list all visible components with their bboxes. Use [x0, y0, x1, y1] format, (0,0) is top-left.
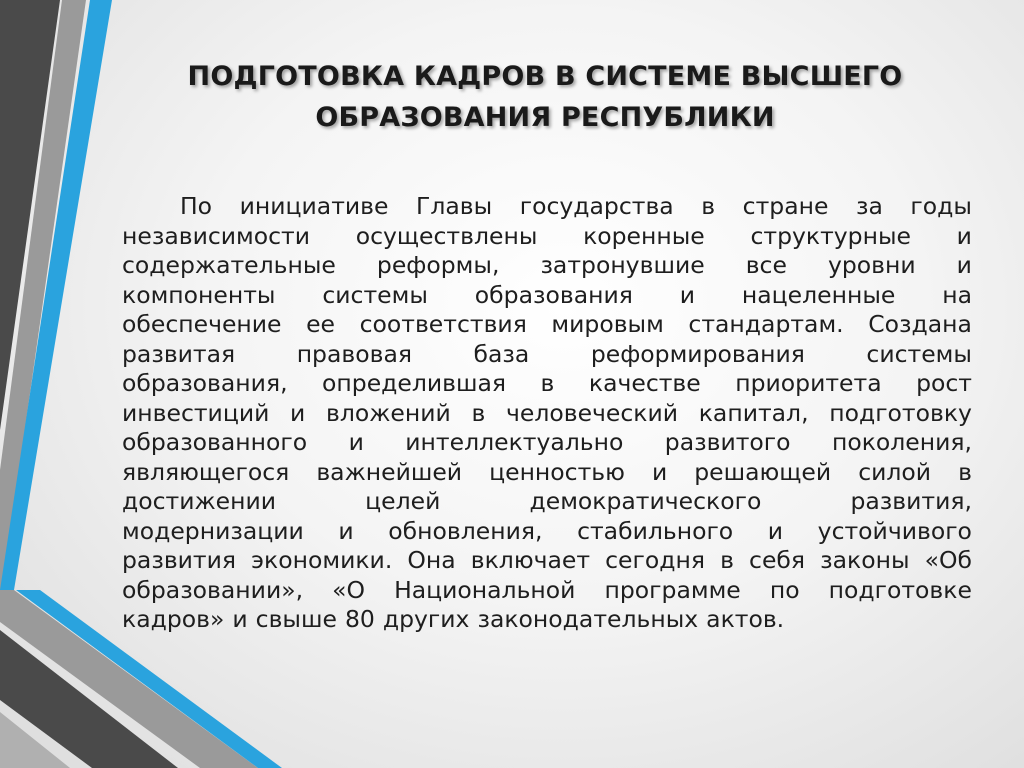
paragraph-word: рост — [916, 369, 972, 397]
paragraph-word: Она — [407, 546, 456, 574]
paragraph-word: уровни — [827, 251, 916, 279]
paragraph-word: образования — [474, 280, 633, 309]
paragraph-word: развития, — [850, 487, 972, 515]
paragraph-word: правовая — [296, 339, 412, 368]
paragraph-word: реформы, — [376, 251, 500, 279]
paragraph-word: модернизации — [122, 516, 304, 545]
paragraph-word: нацеленные — [741, 280, 896, 309]
paragraph-word: обновления, — [388, 516, 543, 545]
paragraph-word: коренные — [583, 221, 705, 250]
paragraph-word: Главы — [416, 192, 493, 220]
paragraph-word: в — [701, 192, 716, 220]
paragraph-word: обеспечение — [122, 310, 282, 338]
paragraph-word: сегодня — [605, 546, 705, 574]
paragraph-word: По — [180, 192, 213, 220]
paragraph-word: и — [956, 251, 972, 279]
paragraph-word: в — [540, 369, 555, 397]
paragraph-word: законодательных — [477, 605, 699, 633]
paragraph-word: «Об — [924, 546, 972, 574]
paragraph-line — [122, 192, 972, 222]
paragraph-line — [122, 517, 972, 547]
paragraph-word: других — [382, 605, 470, 633]
paragraph-word: определившая — [322, 369, 507, 397]
paragraph-word: подготовке — [828, 575, 972, 604]
paragraph-word: Национальной — [394, 575, 576, 604]
paragraph-word: стандартам. — [688, 310, 844, 338]
paragraph-word: «О — [332, 575, 366, 604]
paragraph-word: государства — [519, 192, 674, 220]
paragraph-word: в — [720, 546, 734, 574]
paragraph-word: системы — [866, 339, 972, 368]
paragraph-word: системы — [322, 280, 428, 309]
paragraph-word: стабильного — [577, 516, 734, 545]
paragraph-word: и — [956, 221, 972, 250]
paragraph-line — [122, 605, 972, 635]
paragraph-word: экономики. — [251, 546, 393, 574]
paragraph-line — [122, 576, 972, 606]
paragraph-word: являющегося — [122, 457, 290, 486]
paragraph-word: законы — [820, 546, 910, 574]
paragraph-word: стране — [742, 192, 829, 220]
paragraph-word: человеческий — [506, 398, 679, 427]
paragraph-word: капитал, — [698, 398, 809, 427]
paragraph-word: кадров» — [122, 605, 225, 633]
paragraph-word: решающей — [694, 457, 832, 486]
paragraph-word: себя — [749, 546, 806, 574]
paragraph-word: подготовку — [829, 398, 972, 427]
title-line-2: ОБРАЗОВАНИЯ РЕСПУБЛИКИ — [315, 102, 775, 133]
paragraph-word: затронувшие — [540, 251, 705, 279]
paragraph-word: демократического — [529, 487, 762, 515]
paragraph-word: программе — [604, 575, 741, 604]
paragraph-line — [122, 428, 972, 458]
paragraph-word: развитого — [664, 428, 791, 456]
paragraph-word: осуществлены — [355, 221, 538, 250]
paragraph-word: по — [769, 575, 800, 604]
paragraph-line — [122, 369, 972, 399]
paragraph-line — [122, 222, 972, 252]
paragraph-word: компоненты — [122, 280, 276, 309]
paragraph-word: инициативе — [239, 192, 389, 220]
paragraph-word: и — [338, 516, 354, 545]
slide-paragraph — [122, 192, 972, 635]
paragraph-word: приоритета — [735, 369, 882, 397]
paragraph-word: свыше — [255, 605, 337, 633]
paragraph-word: качестве — [588, 369, 701, 397]
paragraph-line — [122, 281, 972, 311]
paragraph-word: силой — [858, 457, 932, 486]
paragraph-word: важнейшей — [316, 457, 463, 486]
paragraph-word: вложений — [326, 398, 451, 427]
paragraph-word: и — [651, 457, 668, 486]
paragraph-word: достижении — [122, 487, 277, 515]
paragraph-word: мировым — [551, 310, 664, 338]
paragraph-word: содержательные — [122, 251, 336, 279]
paragraph-word: в — [471, 398, 486, 427]
paragraph-word: независимости — [122, 221, 311, 250]
paragraph-word: и — [290, 398, 306, 427]
paragraph-word: образовании», — [122, 575, 304, 604]
paragraph-word: инвестиций — [122, 398, 270, 427]
paragraph-word: и — [348, 428, 364, 456]
paragraph-word: образованного — [122, 428, 308, 456]
paragraph-word: структурные — [750, 221, 911, 250]
paragraph-line — [122, 546, 972, 576]
paragraph-word: целей — [365, 487, 441, 515]
paragraph-word: и — [232, 605, 248, 633]
paragraph-word: на — [942, 280, 972, 309]
paragraph-word: образования, — [122, 369, 288, 397]
paragraph-word: Создана — [868, 310, 972, 338]
paragraph-word: 80 — [344, 605, 375, 633]
paragraph-word: актов. — [706, 605, 785, 633]
paragraph-word: ее — [306, 310, 336, 338]
paragraph-word: и — [767, 516, 784, 545]
paragraph-word: все — [745, 251, 787, 279]
paragraph-word: ценностью — [489, 457, 625, 486]
paragraph-word: развития — [122, 546, 237, 574]
paragraph-line — [122, 340, 972, 370]
title-line-1: ПОДГОТОВКА КАДРОВ В СИСТЕМЕ ВЫСШЕГО — [187, 61, 903, 92]
paragraph-line — [122, 310, 972, 340]
paragraph-word: реформирования — [590, 339, 805, 368]
paragraph-line — [122, 399, 972, 429]
paragraph-word: включает — [470, 546, 591, 574]
paragraph-word: поколения, — [831, 428, 972, 456]
paragraph-word: в — [958, 457, 972, 486]
paragraph-word: и — [679, 280, 696, 309]
paragraph-line — [122, 487, 972, 517]
paragraph-word: интеллектуально — [405, 428, 624, 456]
paragraph-word: за — [855, 192, 883, 220]
paragraph-word: годы — [910, 192, 972, 220]
paragraph-word: устойчивого — [817, 516, 972, 545]
paragraph-word: развитая — [122, 339, 236, 368]
paragraph-word: соответствия — [359, 310, 527, 338]
slide-title — [150, 56, 940, 138]
paragraph-line — [122, 251, 972, 281]
paragraph-word: база — [473, 339, 530, 368]
paragraph-line — [122, 458, 972, 488]
